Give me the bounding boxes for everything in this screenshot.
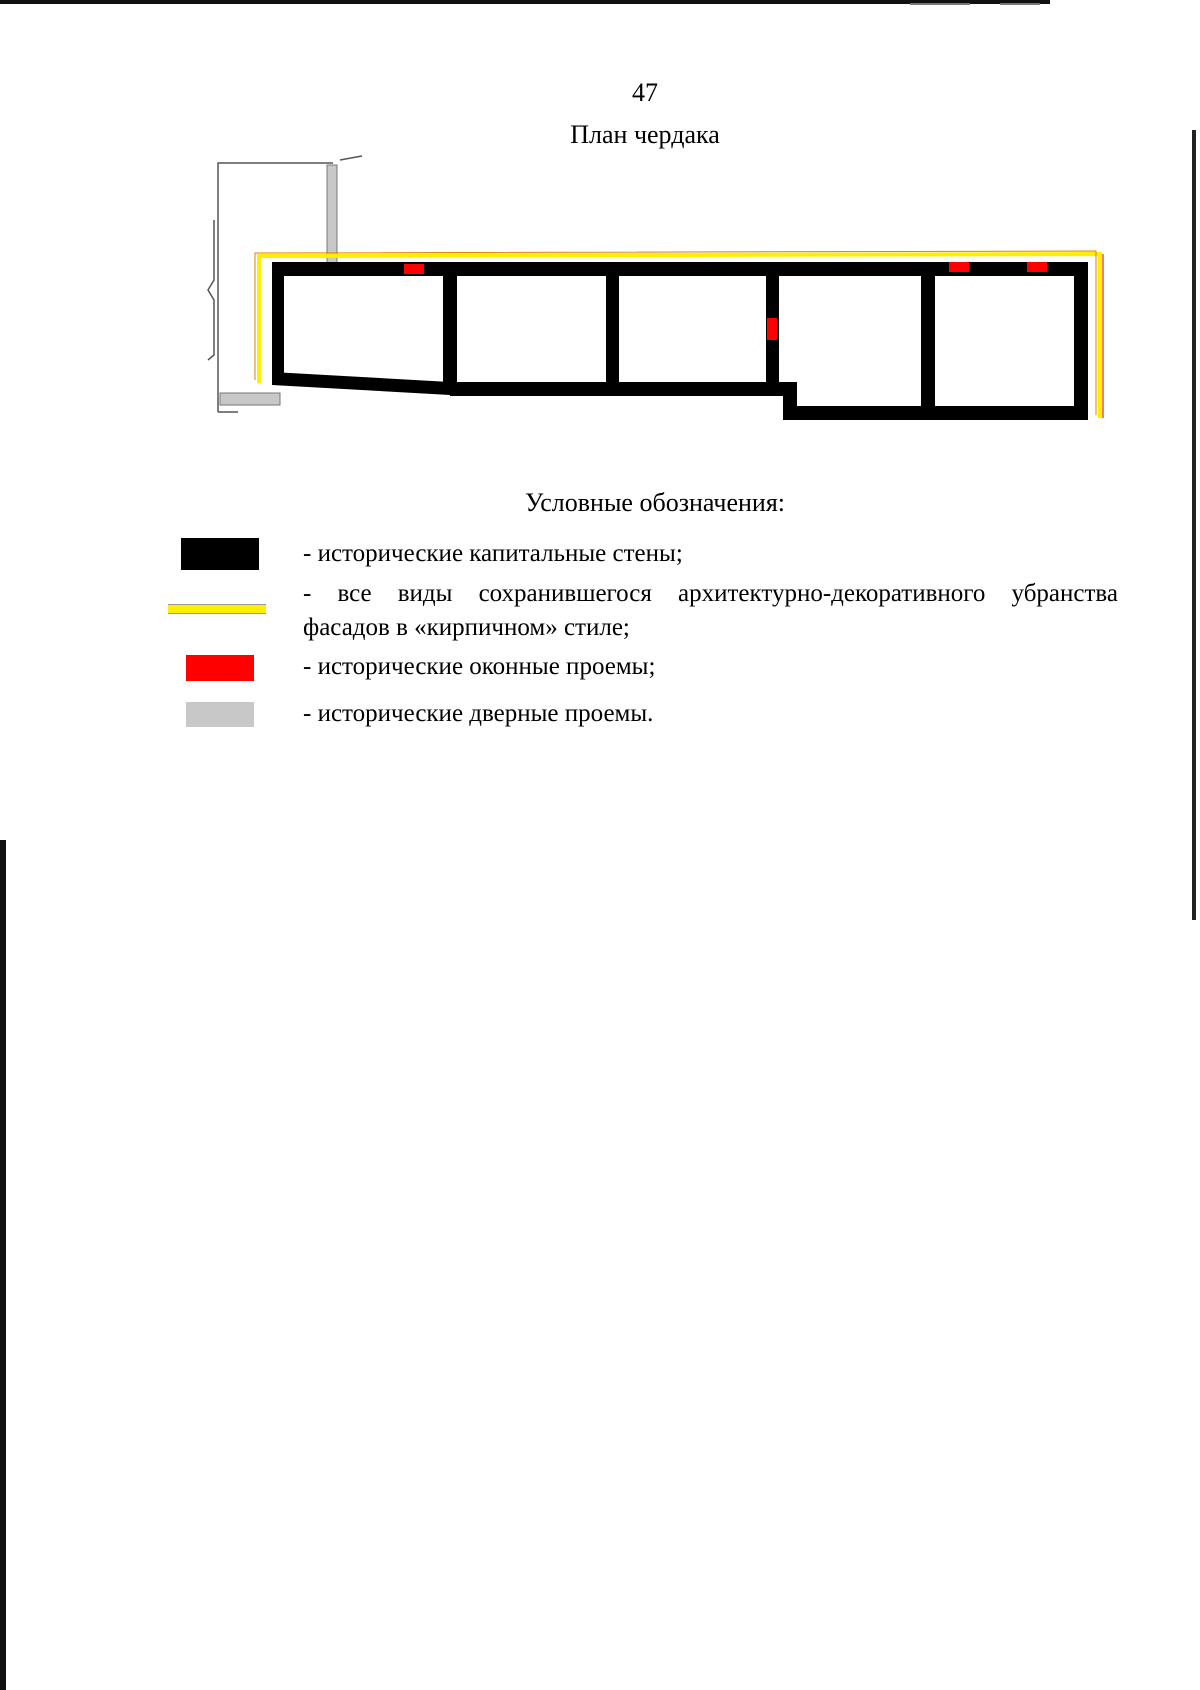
scan-border-dash	[910, 3, 970, 5]
historic-capital-walls	[272, 262, 1088, 420]
page-title: План чердака	[570, 120, 720, 149]
legend-label-facade-decor: - все виды сохранившегося архитектурно-декоративного убранства	[303, 580, 1118, 607]
legend-label-walls: - исторические капитальные стены;	[303, 540, 683, 567]
scan-border-right	[1192, 130, 1196, 920]
legend-swatch-facade-decor	[168, 604, 266, 614]
scan-border-left	[0, 840, 6, 1690]
legend-swatch-walls	[181, 538, 259, 570]
legend-swatch-doors	[186, 702, 254, 727]
page-number: 47	[632, 78, 658, 107]
legend-label-facade-decor-cont: фасадов в «кирпичном» стиле;	[303, 614, 630, 641]
legend-title: Условные обозначения:	[524, 488, 786, 517]
historic-door	[327, 165, 337, 263]
historic-door	[220, 393, 280, 405]
legend-label-windows: - исторические оконные проемы;	[303, 653, 656, 680]
legend-swatch-windows	[186, 655, 254, 681]
scan-border-top	[0, 0, 1050, 4]
scan-border-dash	[1000, 3, 1040, 5]
attic-floor-plan	[200, 150, 1120, 430]
legend-label-doors: - исторические дверные проемы.	[303, 700, 654, 727]
